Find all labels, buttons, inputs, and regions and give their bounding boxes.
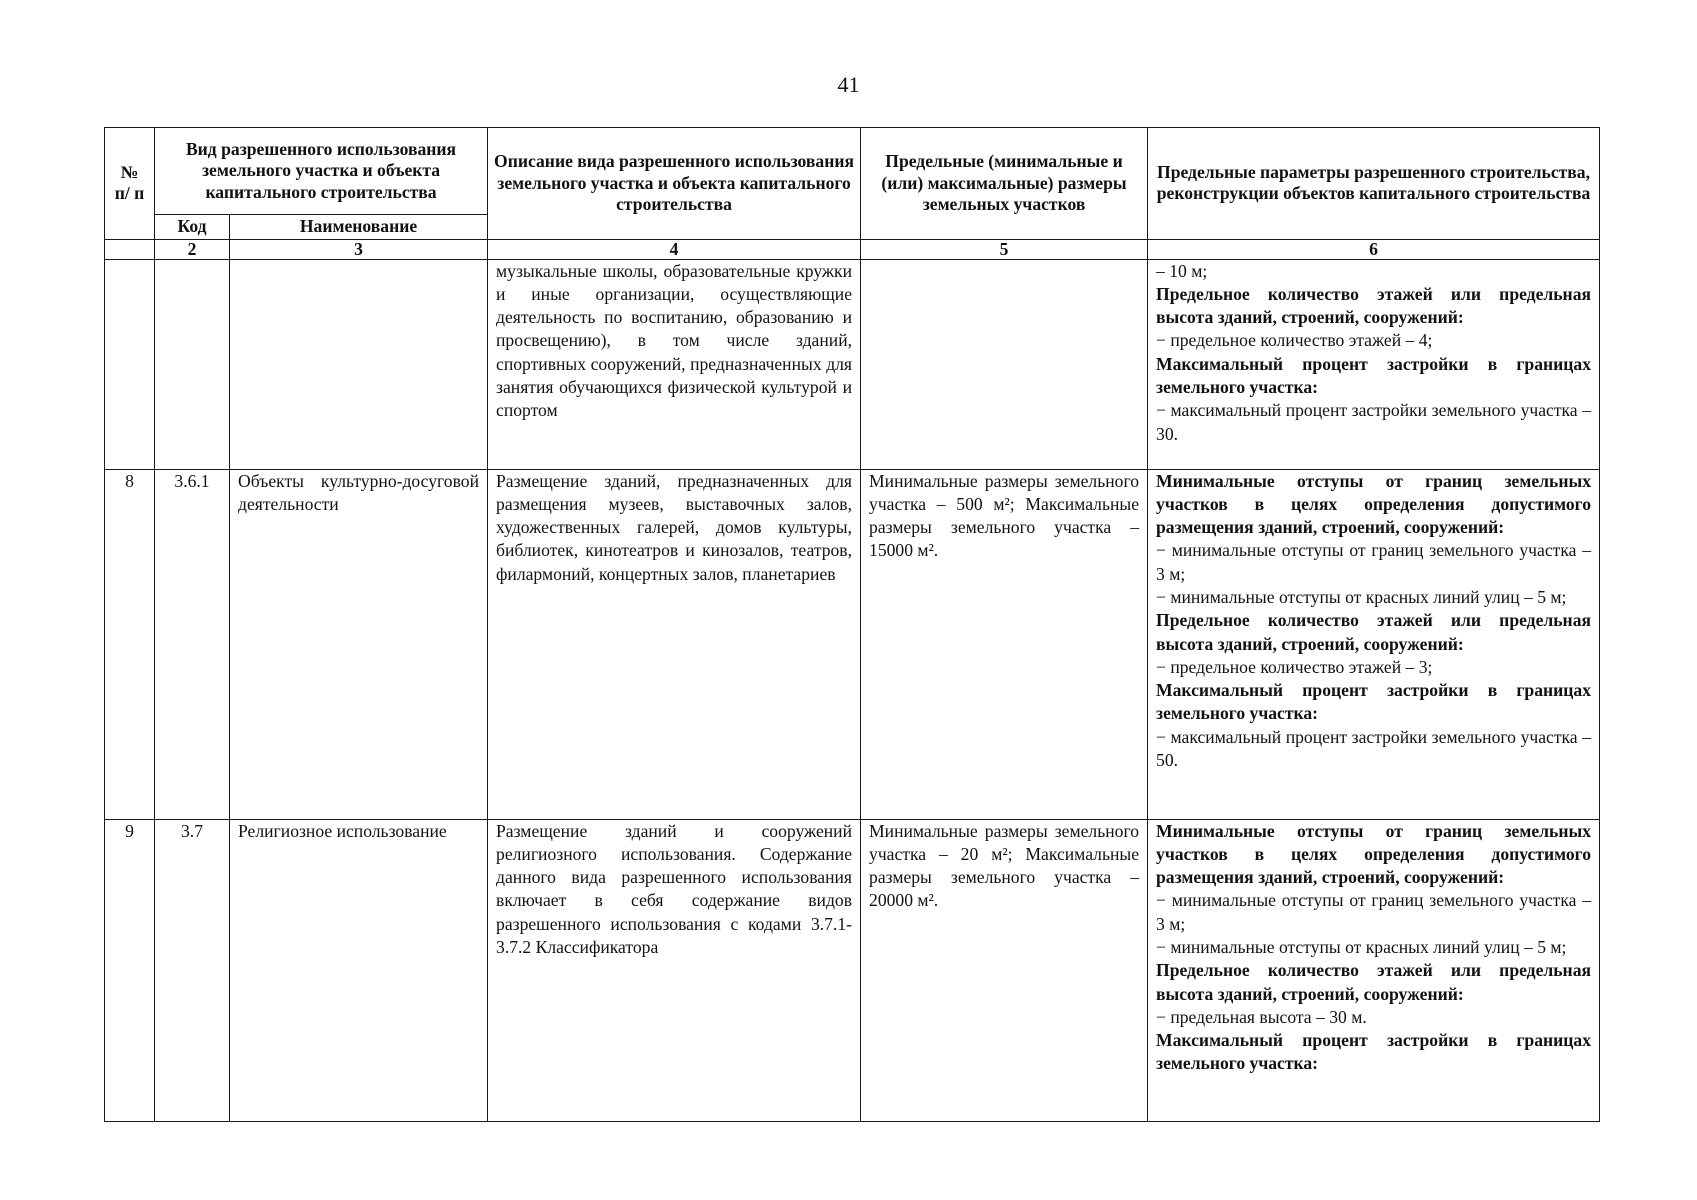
cell-sizes: Минимальные размеры земельного участка – 20 м²; Максимальные размеры земельного участка – 20000 м². <box>861 819 1148 1121</box>
param-heading: Минимальные отступы от границ земельных участков в целях определения допустимого размещения зданий, строений, сооружений: <box>1156 820 1592 888</box>
table-row <box>105 259 1600 469</box>
param-heading: Предельное количество этажей или предельная высота зданий, строений, сооружений: <box>1156 283 1592 328</box>
param-line: − максимальный процент застройки земельного участка – 50. <box>1156 726 1592 771</box>
cell-params <box>1148 259 1600 469</box>
cell-description: музыкальные школы, образовательные кружки и иные организации, осуществляющие деятельность по воспитанию, образованию и просвещению), в том числе зданий, спортивных сооружений, предназначенных для занятия обучающихся физической культурой и спортом <box>488 259 861 469</box>
param-heading: Максимальный процент застройки в границах земельного участка: <box>1156 1030 1592 1074</box>
col-number-3: 3 <box>230 239 488 259</box>
header-number-row <box>105 239 1600 259</box>
col-number-2: 2 <box>155 239 230 259</box>
header-col-number: № п/ п <box>105 128 155 240</box>
cell-number: 8 <box>105 469 155 819</box>
header-col-description: Описание вида разрешенного использования земельного участка и объекта капитального строительства <box>488 128 861 240</box>
cell-description: Размещение зданий, предназначенных для размещения музеев, выставочных залов, художественных галерей, домов культуры, библиотек, кинотеатров и кинозалов, театров, филармоний, концертных залов, планетариев <box>488 469 861 819</box>
col-number-4: 4 <box>488 239 861 259</box>
header-sub-code: Код <box>155 215 230 240</box>
land-use-table <box>104 127 1600 1122</box>
page-number: 41 <box>837 72 860 97</box>
cell-number: 9 <box>105 819 155 1121</box>
cell-sizes <box>861 259 1148 469</box>
col-number-5: 5 <box>861 239 1148 259</box>
table-row <box>105 469 1600 819</box>
param-heading: Минимальные отступы от границ земельных участков в целях определения допустимого размещения зданий, строений, сооружений: <box>1156 470 1592 538</box>
cell-name <box>230 259 488 469</box>
param-line: − максимальный процент застройки земельного участка – 30. <box>1156 400 1592 444</box>
param-line: − минимальные отступы от границ земельного участка – 3 м; <box>1156 540 1592 584</box>
cell-params <box>1148 819 1600 1121</box>
param-line: − минимальные отступы от границ земельного участка – 3 м; <box>1156 890 1592 934</box>
header-col-land-use-group: Вид разрешенного использования земельного участка и объекта капитального строительства <box>155 128 488 215</box>
cell-params <box>1148 469 1600 819</box>
header-col-sizes: Предельные (минимальные и (или) максимальные) размеры земельных участков <box>861 128 1148 240</box>
param-line: − предельная высота – 30 м. <box>1156 1006 1367 1027</box>
cell-sizes: Минимальные размеры земельного участка – 500 м²; Максимальные размеры земельного участка – 15000 м². <box>861 469 1148 819</box>
col-number-1 <box>105 239 155 259</box>
param-line: − предельное количество этажей – 3; <box>1156 656 1433 677</box>
param-heading: Предельное количество этажей или предельная высота зданий, строений, сооружений: <box>1156 610 1592 654</box>
param-heading: Предельное количество этажей или предельная высота зданий, строений, сооружений: <box>1156 960 1592 1004</box>
param-line: – 10 м; <box>1156 260 1208 281</box>
param-heading: Максимальный процент застройки в границах земельного участка: <box>1156 680 1592 724</box>
param-line: − предельное количество этажей – 4; <box>1156 330 1433 351</box>
param-heading: Максимальный процент застройки в границах земельного участка: <box>1156 353 1592 397</box>
param-line: − минимальные отступы от красных линий улиц – 5 м; <box>1156 586 1567 607</box>
col-number-6: 6 <box>1148 239 1600 259</box>
cell-code <box>155 259 230 469</box>
header-sub-name: Наименование <box>230 215 488 240</box>
header-col-params: Предельные параметры разрешенного строительства, реконструкции объектов капитального строительства <box>1148 128 1600 240</box>
cell-code: 3.6.1 <box>155 469 230 819</box>
table-row <box>105 819 1600 1121</box>
cell-name: Объекты культурно-досуговой деятельности <box>230 469 488 819</box>
header-row-1 <box>105 128 1600 215</box>
cell-name: Религиозное использование <box>230 819 488 1121</box>
cell-code: 3.7 <box>155 819 230 1121</box>
cell-description: Размещение зданий и сооружений религиозного использования. Содержание данного вида разрешенного использования включает в себя содержание видов разрешенного использования с кодами 3.7.1-3.7.2 Классификатора <box>488 819 861 1121</box>
param-line: − минимальные отступы от красных линий улиц – 5 м; <box>1156 936 1567 957</box>
cell-number <box>105 259 155 469</box>
